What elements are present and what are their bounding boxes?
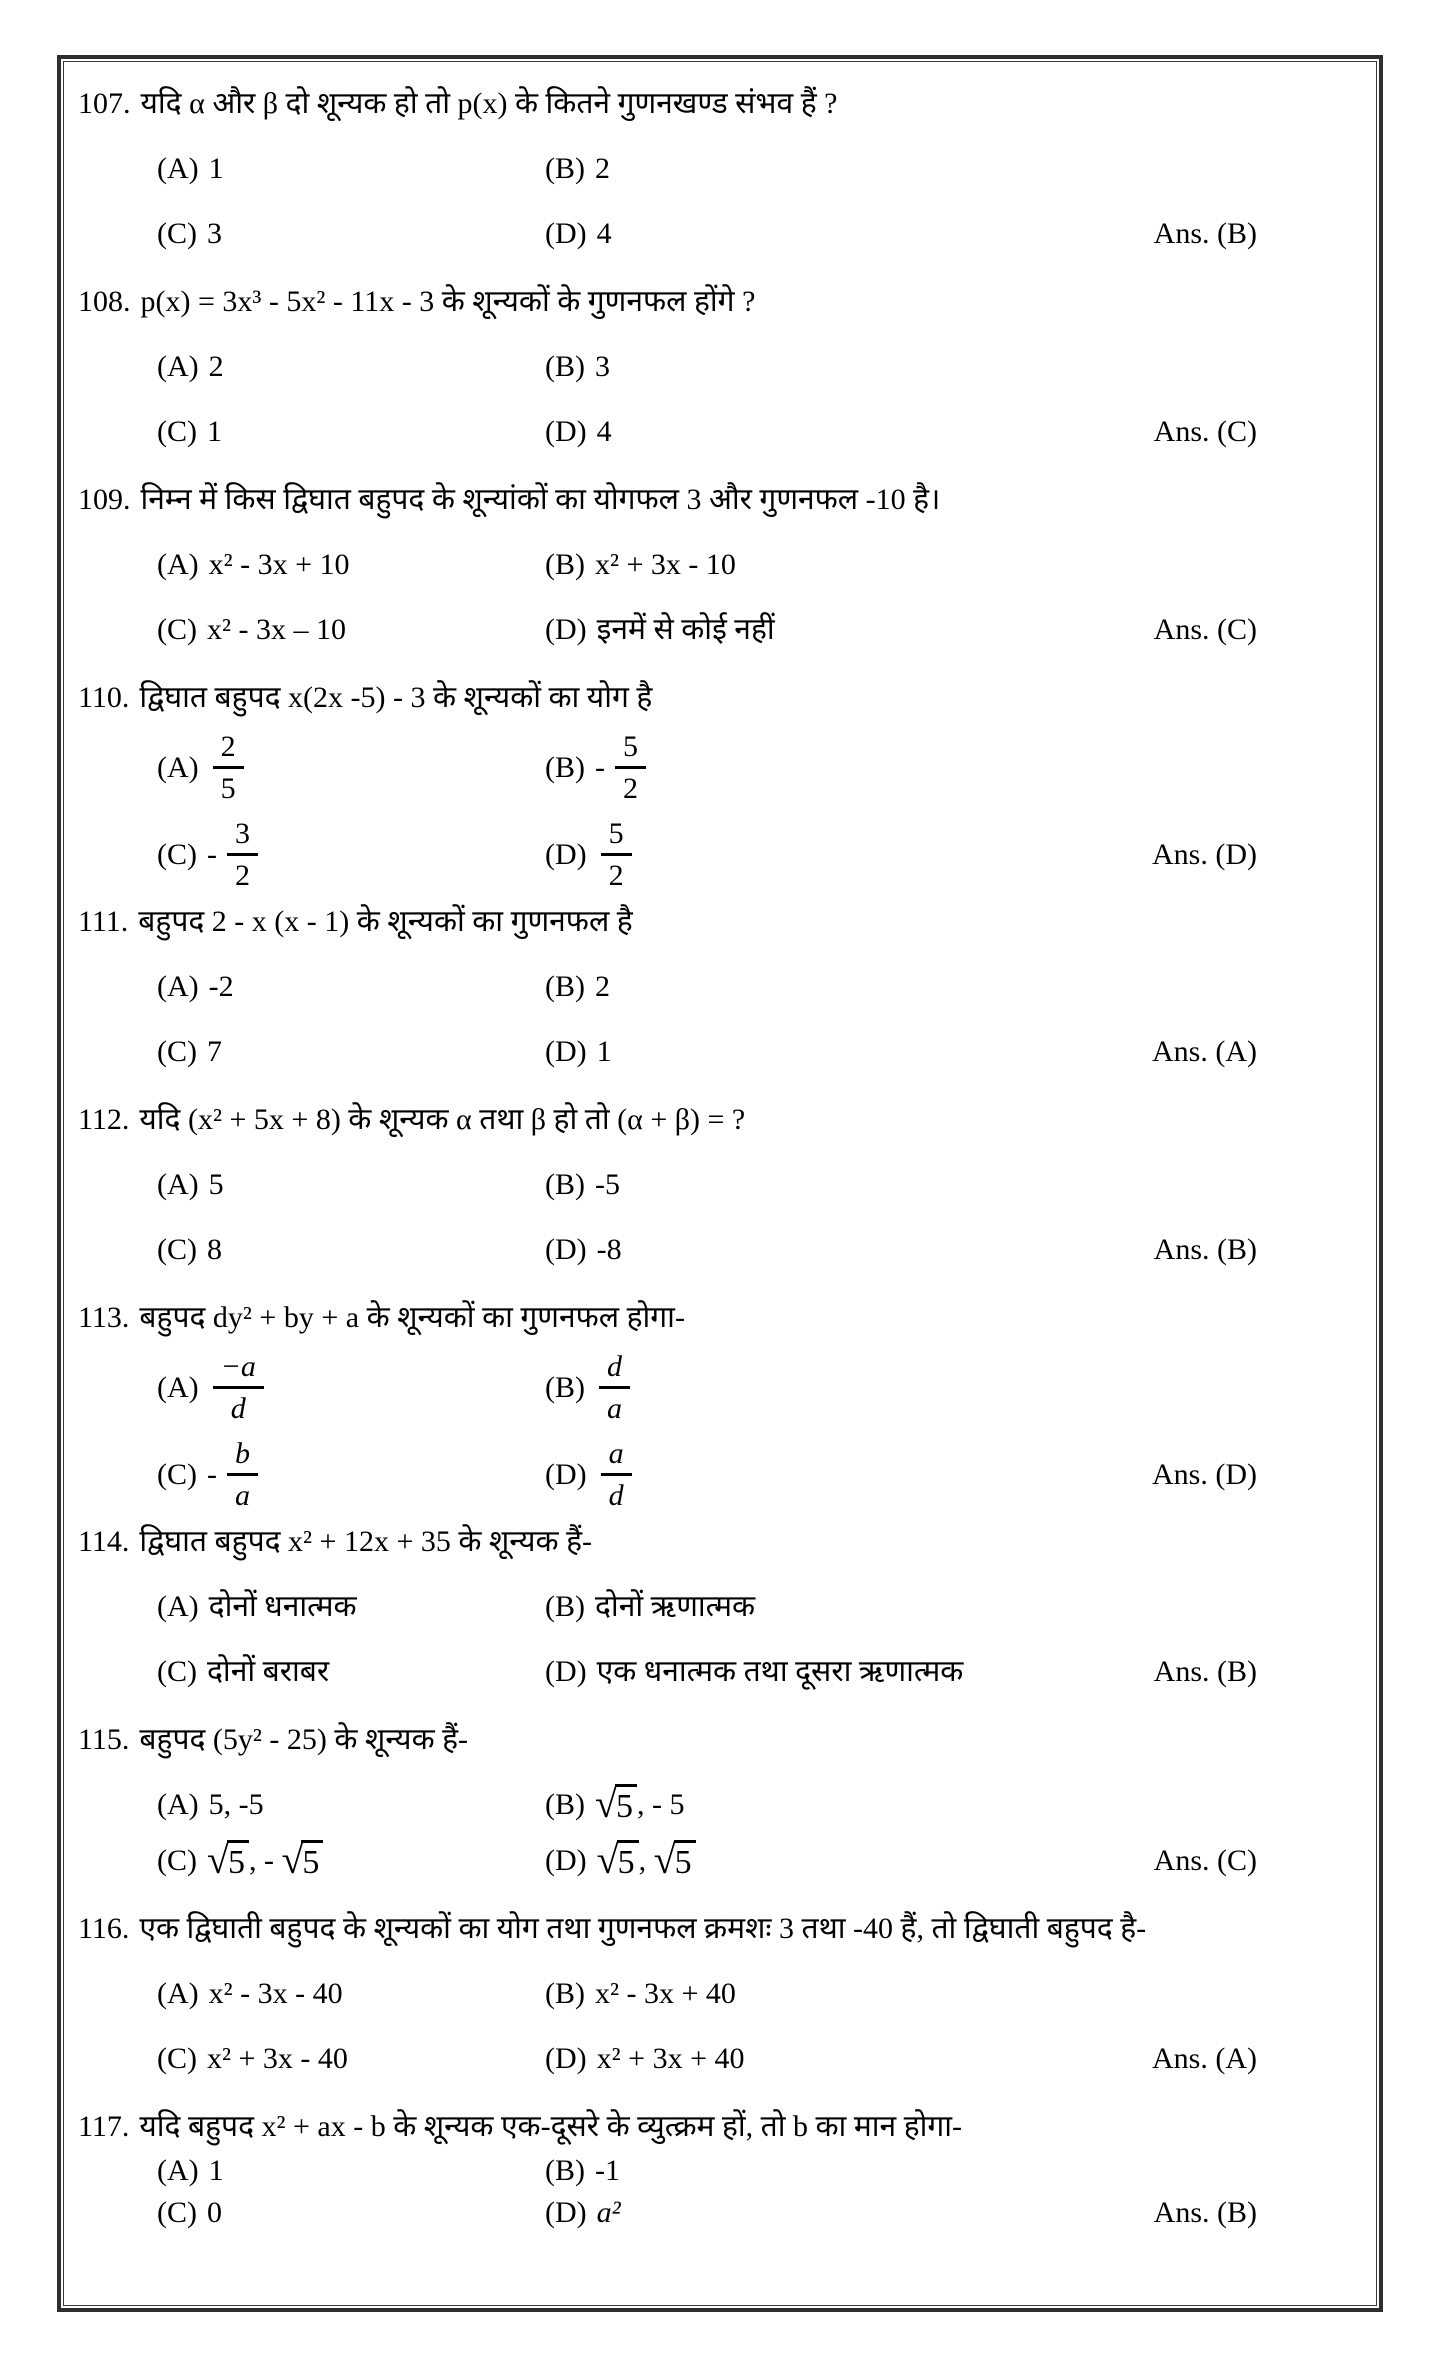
question-text: बहुपद (5y² - 25) के शून्यक हैं- <box>139 1723 469 1756</box>
question-text: निम्न में किस द्विघात बहुपद के शून्यांकों का योगफल 3 और गुणनफल -10 है। <box>140 483 941 516</box>
option-label: (A) <box>157 152 199 185</box>
option-d <box>545 2193 1154 2233</box>
question-113 <box>64 1296 1376 1514</box>
options-row-cd <box>64 1836 1376 1883</box>
option-value: 3 <box>207 217 222 250</box>
option-label: (A) <box>157 1168 199 1201</box>
minus-sign: - <box>595 750 605 784</box>
question-header <box>64 1718 1376 1762</box>
fraction-numerator: 5 <box>615 730 646 769</box>
fraction <box>213 1350 264 1425</box>
option-label: (D) <box>545 1655 587 1688</box>
option-label: (A) <box>157 350 199 383</box>
radical-icon: √ <box>281 1836 304 1882</box>
question-number: 108. <box>78 285 131 318</box>
option-label: (C) <box>157 1844 197 1877</box>
option-label: (A) <box>157 1370 199 1404</box>
option-b <box>545 1163 1257 1207</box>
options-row-ab <box>64 147 1376 191</box>
option-label: (B) <box>545 1977 585 2010</box>
option-value: -1 <box>595 2154 620 2187</box>
option-c <box>157 2037 545 2081</box>
option-d <box>545 1228 1154 1272</box>
answer-label: Ans. (B) <box>1153 1233 1257 1266</box>
option-value: दोनों धनात्मक <box>208 1590 357 1623</box>
option-c <box>157 212 545 256</box>
option-label: (B) <box>545 350 585 383</box>
question-text: बहुपद dy² + by + a के शून्यकों का गुणनफल होगा- <box>139 1301 685 1334</box>
option-a <box>157 2151 545 2191</box>
question-text: p(x) = 3x³ - 5x² - 11x - 3 के शून्यकों के गुणनफल होंगे ? <box>140 285 756 318</box>
option-label: (C) <box>157 1035 197 1068</box>
option-a <box>157 147 545 191</box>
question-number: 114. <box>78 1525 130 1558</box>
radical-icon: √ <box>207 1836 229 1882</box>
answer-label: Ans. (C) <box>1153 613 1257 646</box>
option-label: (A) <box>157 970 199 1003</box>
option-c <box>157 1650 545 1694</box>
option-value: 8 <box>207 1233 222 1266</box>
option-value: 1 <box>596 1035 612 1068</box>
option-a <box>157 728 545 807</box>
options-row-ab <box>64 1163 1376 1207</box>
separator: , <box>638 1844 654 1877</box>
option-label: (B) <box>545 970 585 1003</box>
answer-label: Ans. (A) <box>1152 2042 1257 2075</box>
question-paper-page <box>63 61 1377 2306</box>
question-117 <box>64 2105 1376 2233</box>
option-d <box>545 608 1154 652</box>
option-value: -8 <box>596 1233 622 1266</box>
option-b <box>545 345 1257 389</box>
answer-label: Ans. (B) <box>1153 2196 1257 2229</box>
option-c <box>157 410 545 454</box>
option-label: (C) <box>157 217 197 250</box>
option-c <box>157 1030 545 1074</box>
fraction-numerator: d <box>599 1350 630 1389</box>
option-value: x² - 3x + 10 <box>208 548 350 581</box>
option-label: (A) <box>157 2154 199 2187</box>
question-header <box>64 82 1376 126</box>
option-value: 5 <box>208 1168 224 1201</box>
options-row-cd <box>64 1228 1376 1272</box>
option-value: दोनों ऋणात्मक <box>595 1590 756 1623</box>
option-label: (C) <box>157 1233 197 1266</box>
answer-label: Ans. (C) <box>1153 1844 1257 1877</box>
fraction-numerator: a <box>601 1437 632 1476</box>
fraction-denominator: a <box>607 1392 622 1425</box>
option-label: (B) <box>545 750 585 784</box>
option-b <box>545 965 1257 1009</box>
fraction <box>227 1437 258 1512</box>
option-label: (B) <box>545 1168 585 1201</box>
option-label: (B) <box>545 1370 585 1404</box>
question-header <box>64 1296 1376 1340</box>
options-row-ab <box>64 543 1376 587</box>
question-number: 112. <box>78 1103 130 1136</box>
question-111 <box>64 900 1376 1074</box>
option-value: 2 <box>595 152 610 185</box>
option-b <box>545 1780 1257 1827</box>
fraction-numerator: 2 <box>213 730 244 769</box>
fraction <box>615 730 646 805</box>
option-a <box>157 1585 545 1629</box>
question-text: यदि α और β दो शून्यक हो तो p(x) के कितने गुणनखण्ड संभव हैं ? <box>140 87 838 120</box>
fraction-numerator: b <box>227 1437 258 1476</box>
option-label: (D) <box>545 1035 587 1068</box>
option-b <box>545 1585 1257 1629</box>
question-number: 116. <box>78 1912 130 1945</box>
option-label: (B) <box>545 1590 585 1623</box>
option-value: 1 <box>208 2154 224 2187</box>
option-label: (C) <box>157 1655 197 1688</box>
answer-label: Ans. (A) <box>1152 1035 1257 1068</box>
option-d <box>545 1030 1152 1074</box>
options-row-ab <box>64 728 1376 807</box>
option-b <box>545 1972 1257 2016</box>
question-header <box>64 280 1376 324</box>
option-label: (D) <box>545 1233 587 1266</box>
option-label: (C) <box>157 415 197 448</box>
option-d <box>545 1435 1152 1514</box>
option-value: , - 5 <box>636 1788 685 1821</box>
question-text: बहुपद 2 - x (x - 1) के शून्यकों का गुणनफल है <box>138 905 633 938</box>
option-c <box>157 1228 545 1272</box>
page-border-frame <box>57 55 1383 2312</box>
question-107 <box>64 82 1376 256</box>
fraction-denominator: 2 <box>608 859 624 892</box>
option-value: x² - 3x + 40 <box>595 1977 736 2010</box>
option-a <box>157 1163 545 1207</box>
option-d <box>545 1650 1154 1694</box>
radicand: 5 <box>615 1784 637 1826</box>
option-value: 1 <box>207 415 222 448</box>
option-value: 2 <box>208 350 224 383</box>
option-a <box>157 345 545 389</box>
options-row-cd <box>64 1650 1376 1694</box>
options-row-ab <box>64 1780 1376 1827</box>
radical-icon: √ <box>596 1836 619 1882</box>
option-value: x² + 3x - 40 <box>207 2042 348 2075</box>
answer-label: Ans. (D) <box>1152 1457 1257 1491</box>
options-row-ab <box>64 345 1376 389</box>
option-c <box>157 1836 545 1883</box>
option-value: -2 <box>208 970 234 1003</box>
option-b <box>545 1348 1257 1427</box>
fraction-denominator: 2 <box>235 859 250 892</box>
question-text: द्विघात बहुपद x² + 12x + 35 के शून्यक हैं- <box>139 1525 593 1558</box>
fraction <box>601 1437 632 1512</box>
fraction-numerator: 3 <box>227 817 258 856</box>
question-number: 117. <box>78 2110 130 2143</box>
option-d <box>545 1836 1154 1883</box>
option-label: (C) <box>157 837 197 871</box>
options-row-ab <box>64 965 1376 1009</box>
answer-label: Ans. (D) <box>1152 837 1257 871</box>
fraction-denominator: d <box>230 1392 246 1425</box>
fraction-denominator: 5 <box>220 772 236 805</box>
answer-label: Ans. (C) <box>1153 415 1257 448</box>
fraction-denominator: a <box>235 1479 250 1512</box>
option-a <box>157 1783 545 1827</box>
option-a <box>157 1348 545 1427</box>
question-header <box>64 1098 1376 1142</box>
question-text: एक द्विघाती बहुपद के शून्यकों का योग तथा गुणनफल क्रमशः 3 तथा -40 हैं, तो द्विघाती बहुपद है- <box>139 1912 1147 1945</box>
option-value: 7 <box>207 1035 222 1068</box>
option-label: (A) <box>157 548 199 581</box>
option-label: (B) <box>545 152 585 185</box>
fraction <box>601 817 632 892</box>
question-header <box>64 900 1376 944</box>
option-b <box>545 2151 1257 2191</box>
option-label: (C) <box>157 2042 197 2075</box>
fraction-numerator: 5 <box>601 817 632 856</box>
options-row-cd <box>64 410 1376 454</box>
option-value: 5, -5 <box>208 1788 264 1821</box>
option-value: x² + 3x + 40 <box>596 2042 745 2075</box>
radical-icon: √ <box>653 1836 676 1882</box>
sqrt-expression <box>595 1780 637 1826</box>
fraction <box>599 1350 630 1425</box>
question-110 <box>64 676 1376 894</box>
options-row-cd <box>64 1030 1376 1074</box>
option-value: 2 <box>595 970 610 1003</box>
option-label: (A) <box>157 750 199 784</box>
sqrt-expression <box>207 1836 249 1882</box>
option-label: (A) <box>157 1977 199 2010</box>
option-d <box>545 212 1154 256</box>
option-label: (B) <box>545 1788 585 1821</box>
option-value: -5 <box>595 1168 620 1201</box>
option-value: 4 <box>596 217 612 250</box>
question-number: 107. <box>78 87 131 120</box>
options-row-ab <box>64 1972 1376 2016</box>
option-label: (D) <box>545 613 587 646</box>
sqrt-expression <box>596 1836 639 1882</box>
question-number: 109. <box>78 483 131 516</box>
option-label: (C) <box>157 613 197 646</box>
option-d <box>545 815 1152 894</box>
option-b <box>545 147 1257 191</box>
option-c <box>157 1435 545 1514</box>
question-text: यदि बहुपद x² + ax - b के शून्यक एक-दूसरे के व्युत्क्रम हों, तो b का मान होगा- <box>139 2110 963 2143</box>
option-value: इनमें से कोई नहीं <box>596 613 775 646</box>
question-text: यदि (x² + 5x + 8) के शून्यक α तथा β हो तो (α + β) = ? <box>139 1103 746 1136</box>
option-label: (C) <box>157 2196 197 2229</box>
option-b <box>545 728 1257 807</box>
separator: , - <box>248 1844 282 1877</box>
fraction <box>227 817 258 892</box>
option-value: 0 <box>207 2196 222 2229</box>
option-value: दोनों बराबर <box>207 1655 330 1688</box>
radical-icon: √ <box>595 1780 617 1826</box>
option-value: x² - 3x - 40 <box>208 1977 343 2010</box>
option-value: एक धनात्मक तथा दूसरा ऋणात्मक <box>596 1655 964 1688</box>
question-116 <box>64 1907 1376 2081</box>
options-row-ab <box>64 2151 1376 2191</box>
options-row-cd <box>64 608 1376 652</box>
option-a <box>157 965 545 1009</box>
question-number: 113. <box>78 1301 130 1334</box>
question-108 <box>64 280 1376 454</box>
option-d <box>545 2037 1152 2081</box>
options-row-ab <box>64 1585 1376 1629</box>
option-label: (D) <box>545 1844 587 1877</box>
option-c <box>157 2193 545 2233</box>
options-row-cd <box>64 212 1376 256</box>
question-number: 115. <box>78 1723 130 1756</box>
option-c <box>157 815 545 894</box>
question-header <box>64 1520 1376 1564</box>
minus-sign: - <box>207 837 217 871</box>
question-number: 111. <box>78 905 129 938</box>
option-label: (D) <box>545 837 587 871</box>
option-a <box>157 1972 545 2016</box>
radicand: 5 <box>617 1840 639 1882</box>
question-header <box>64 1907 1376 1951</box>
question-number: 110. <box>78 681 130 714</box>
option-value: 1 <box>208 152 224 185</box>
question-109 <box>64 478 1376 652</box>
question-header <box>64 478 1376 522</box>
option-label: (C) <box>157 1457 197 1491</box>
question-text: द्विघात बहुपद x(2x -5) - 3 के शून्यकों का योग है <box>139 681 653 714</box>
option-c <box>157 608 545 652</box>
option-label: (A) <box>157 1788 199 1821</box>
question-115 <box>64 1718 1376 1883</box>
option-b <box>545 543 1257 587</box>
minus-sign: - <box>207 1457 217 1491</box>
option-label: (A) <box>157 1590 199 1623</box>
radicand: 5 <box>674 1840 696 1882</box>
option-label: (D) <box>545 217 587 250</box>
option-label: (D) <box>545 2042 587 2075</box>
options-row-cd <box>64 2193 1376 2233</box>
option-a <box>157 543 545 587</box>
option-label: (D) <box>545 1457 587 1491</box>
option-value: 4 <box>596 415 612 448</box>
option-label: (D) <box>545 2196 587 2229</box>
options-row-cd <box>64 2037 1376 2081</box>
option-label: (D) <box>545 415 587 448</box>
option-label: (B) <box>545 2154 585 2187</box>
question-header <box>64 2105 1376 2149</box>
radicand: 5 <box>301 1840 323 1882</box>
fraction-numerator: −a <box>213 1350 264 1389</box>
options-row-cd <box>64 815 1376 894</box>
question-112 <box>64 1098 1376 1272</box>
fraction <box>213 730 244 805</box>
fraction-denominator: d <box>608 1479 624 1512</box>
fraction-denominator: 2 <box>623 772 638 805</box>
question-114 <box>64 1520 1376 1694</box>
radicand: 5 <box>227 1840 249 1882</box>
answer-label: Ans. (B) <box>1153 217 1257 250</box>
option-label: (B) <box>545 548 585 581</box>
question-header <box>64 676 1376 720</box>
option-value: a² <box>596 2196 621 2229</box>
option-value: x² - 3x – 10 <box>207 613 346 646</box>
sqrt-expression <box>281 1836 323 1882</box>
options-row-ab <box>64 1348 1376 1427</box>
option-value: x² + 3x - 10 <box>595 548 736 581</box>
sqrt-expression <box>653 1836 696 1882</box>
option-value: 3 <box>595 350 610 383</box>
options-row-cd <box>64 1435 1376 1514</box>
option-d <box>545 410 1154 454</box>
answer-label: Ans. (B) <box>1153 1655 1257 1688</box>
